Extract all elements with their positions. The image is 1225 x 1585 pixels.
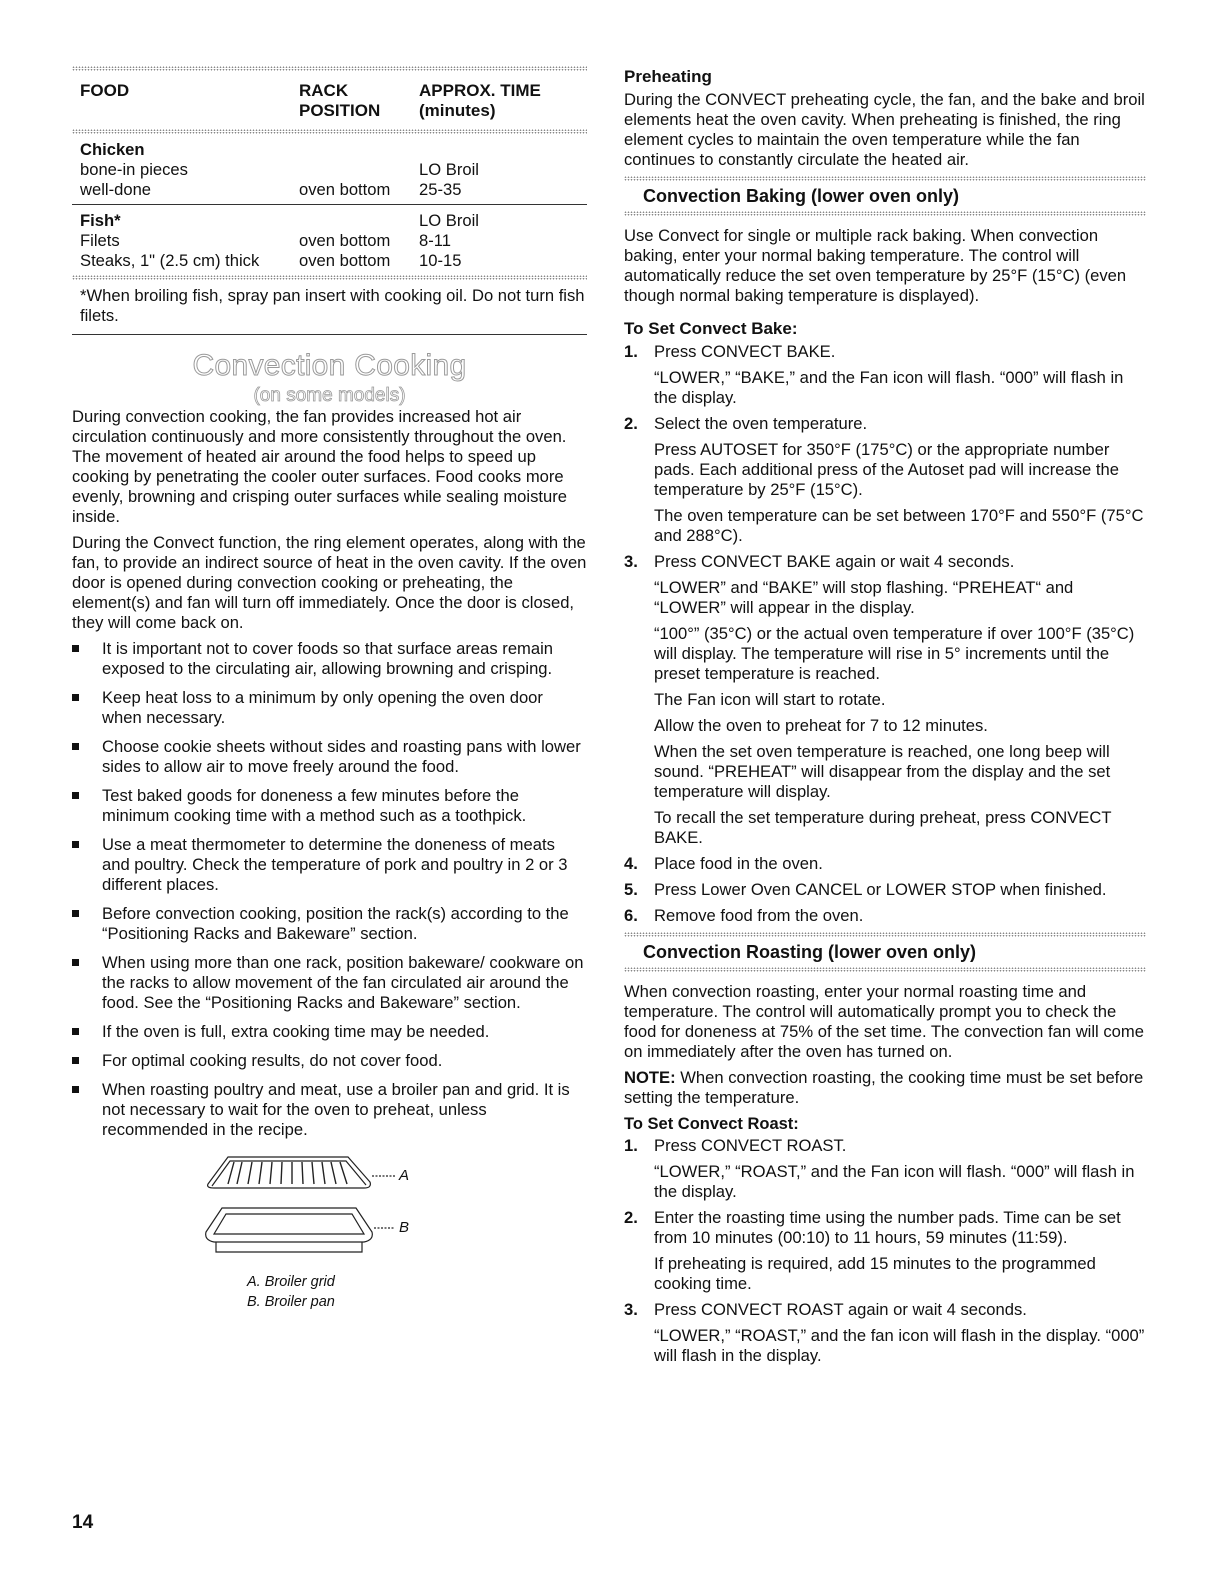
- right-column: [624, 66, 1146, 1372]
- table-row: [72, 160, 587, 180]
- broiler-pan-illustration: [206, 1208, 395, 1252]
- list-item: When roasting poultry and meat, use a broiler pan and grid. It is not necessary to wait for the oven to preheat, unless recommended in the recipe.: [72, 1080, 587, 1140]
- convection-baking-heading: Convection Baking (lower oven only): [643, 186, 960, 206]
- convection-roasting-heading: Convection Roasting (lower oven only): [643, 942, 977, 962]
- convect-bake-steps: [624, 342, 1146, 926]
- header-rack: RACK POSITION: [299, 81, 381, 120]
- preheating-heading: Preheating: [624, 67, 712, 86]
- set-convect-bake-heading: To Set Convect Bake:: [624, 319, 798, 338]
- list-item: 6. Remove food from the oven.: [624, 906, 864, 925]
- convect-roast-steps: [624, 1136, 1146, 1366]
- bullet-icon: [72, 959, 79, 966]
- bullet-icon: [72, 1057, 79, 1064]
- bullet-icon: [72, 645, 79, 652]
- caption-broiler-grid: A. Broiler grid: [247, 1274, 335, 1290]
- label-a: A: [399, 1167, 410, 1184]
- set-convect-roast-heading: To Set Convect Roast:: [624, 1115, 799, 1133]
- header-food: FOOD: [80, 81, 130, 100]
- convection-roasting-intro: When convection roasting, enter your normal roasting time and temperature. The control will automatically prompt you to check the food for doneness at 75% of the set time. The convection fan will come on immediately after the oven has turned on.: [624, 982, 1144, 1061]
- table-footnote: *When broiling fish, spray pan insert with cooking oil. Do not turn fish filets.: [80, 286, 585, 325]
- cell-food: well-done: [80, 180, 152, 199]
- group-time: LO Broil: [419, 211, 479, 230]
- list-item: Keep heat loss to a minimum by only opening the oven door when necessary.: [72, 688, 587, 728]
- convection-roasting-banner: [624, 932, 1146, 972]
- bullet-icon: [72, 841, 79, 848]
- table-group-chicken: [72, 134, 587, 204]
- convection-baking-intro: Use Convect for single or multiple rack baking. When convection baking, enter your normal baking temperature. The control will automatically reduce the set oven temperature by 25°F (15°C) (even though normal baking temperature is displayed).: [624, 226, 1127, 305]
- list-item: Before convection cooking, position the rack(s) according to the “Positioning Racks and Bakeware” section.: [72, 904, 587, 944]
- list-item: It is important not to cover foods so that surface areas remain exposed to the circulating air, allowing browning and crisping.: [72, 639, 587, 679]
- list-item: 2. Enter the roasting time using the number pads. Time can be set from 10 minutes (00:10) to 11 hours, 59 minutes (11:59). If preheating is required, add 15 minutes to the programmed cooking time.: [624, 1208, 1121, 1293]
- cell-time: 10-15: [419, 251, 462, 270]
- table-group-fish: [72, 205, 587, 275]
- cell-time: LO Broil: [419, 160, 479, 179]
- group-name: Fish*: [80, 211, 121, 230]
- list-item: For optimal cooking results, do not cover food.: [72, 1051, 587, 1071]
- bullet-icon: [72, 792, 79, 799]
- bullet-icon: [72, 743, 79, 750]
- bullet-icon: [72, 1028, 79, 1035]
- cell-rack: oven bottom: [299, 251, 391, 270]
- list-item: 1. Press CONVECT BAKE. “LOWER,” “BAKE,” and the Fan icon will flash. “000” will flash in the display.: [624, 342, 1124, 407]
- paragraph: During the Convect function, the ring element operates, along with the fan, to provide an indirect source of heat in the oven cavity. If the oven door is opened during convection cooking or preheating, the element(s) and fan will turn off immediately. Once the door is closed, they will come back on.: [72, 533, 587, 632]
- list-item: 4. Place food in the oven.: [624, 854, 823, 873]
- cell-rack: [299, 160, 419, 180]
- bullet-icon: [72, 910, 79, 917]
- list-item: 1. Press CONVECT ROAST. “LOWER,” “ROAST,” and the Fan icon will flash. “000” will flash in the display.: [624, 1136, 1135, 1201]
- list-item: Choose cookie sheets without sides and roasting pans with lower sides to allow air to move freely around the food.: [72, 737, 587, 777]
- cell-food: bone-in pieces: [80, 160, 188, 179]
- broil-table-header: [72, 81, 587, 121]
- label-b: B: [399, 1219, 410, 1236]
- section-divider: [72, 334, 587, 335]
- table-top-rule: [72, 66, 587, 71]
- table-row: [72, 180, 587, 200]
- list-item: 2. Select the oven temperature. Press AUTOSET for 350°F (175°C) or the appropriate number pads. Each additional press of the Autoset pad will increase the temperature by 25°F (15°C). The oven temperature can be set between 170°F and 550°F (75°C and 288°C).: [624, 414, 1144, 545]
- cell-food: Steaks, 1" (2.5 cm) thick: [80, 251, 260, 270]
- cell-rack: oven bottom: [299, 231, 391, 250]
- caption-broiler-pan: B. Broiler pan: [247, 1294, 335, 1310]
- paragraph: During convection cooking, the fan provides increased hot air circulation continuously and more consistently throughout the oven. The movement of heated air around the food helps to speed up cooking by penetrating the cooler outer surfaces. Food cooks more evenly, browning and crisping outer surfaces while sealing moisture inside.: [72, 407, 567, 526]
- group-name: Chicken: [80, 140, 145, 159]
- convection-baking-banner: [624, 176, 1146, 216]
- tips-list: [72, 639, 587, 1140]
- list-item: Test baked goods for doneness a few minutes before the minimum cooking time with a method such as a toothpick.: [72, 786, 587, 826]
- broiler-grid-illustration: [208, 1157, 395, 1188]
- cell-time: 25-35: [419, 180, 462, 199]
- table-row: [72, 231, 587, 251]
- left-column: [72, 66, 587, 1324]
- list-item: Use a meat thermometer to determine the doneness of meats and poultry. Check the temperature of pork and poultry in 2 or 3 different places.: [72, 835, 587, 895]
- list-item: 3. Press CONVECT ROAST again or wait 4 seconds. “LOWER,” “ROAST,” and the fan icon will flash in the display. “000” will flash in the display.: [624, 1300, 1145, 1365]
- list-item: If the oven is full, extra cooking time may be needed.: [72, 1022, 587, 1042]
- broiler-illustration: [200, 1154, 420, 1264]
- cell-food: Filets: [80, 231, 120, 250]
- table-row: [72, 251, 587, 271]
- list-item: 3. Press CONVECT BAKE again or wait 4 seconds. “LOWER” and “BAKE” will stop flashing. “PREHEAT“ and “LOWER” will appear in the display. “100°” (35°C) or the actual oven temperature if over 100°F (35°C) will display. The temperature will rise in 5° increments until the preset temperature is reached. The Fan icon will start to rotate. Allow the oven to preheat for 7 to 12 minutes. When the set oven temperature is reached, one long beep will sound. “PREHEAT” will disappear from the display and the set temperature will display. To recall the set temperature during preheat, press CONVECT BAKE.: [624, 552, 1135, 847]
- header-time: APPROX. TIME (minutes): [419, 81, 541, 120]
- broiler-figure: [72, 1154, 587, 1324]
- cell-rack: oven bottom: [299, 180, 391, 199]
- convection-cooking-subtitle: (on some models): [253, 385, 406, 406]
- bullet-icon: [72, 1086, 79, 1093]
- cell-time: 8-11: [419, 231, 451, 250]
- convection-cooking-title: Convection Cooking: [192, 349, 467, 382]
- list-item: When using more than one rack, position bakeware/ cookware on the racks to allow movement of the fan circulated air around the food. See the “Positioning Racks and Bakeware” section.: [72, 953, 587, 1013]
- page-number: 14: [72, 1512, 94, 1533]
- bullet-icon: [72, 694, 79, 701]
- preheating-text: During the CONVECT preheating cycle, the fan, and the bake and broil elements heat the oven cavity. When preheating is finished, the ring element cycles to maintain the oven temperature while the fan continues to constantly circulate the heated air.: [624, 90, 1145, 169]
- list-item: 5. Press Lower Oven CANCEL or LOWER STOP when finished.: [624, 880, 1107, 899]
- roasting-note: NOTE: When convection roasting, the cooking time must be set before setting the temperature.: [624, 1068, 1144, 1107]
